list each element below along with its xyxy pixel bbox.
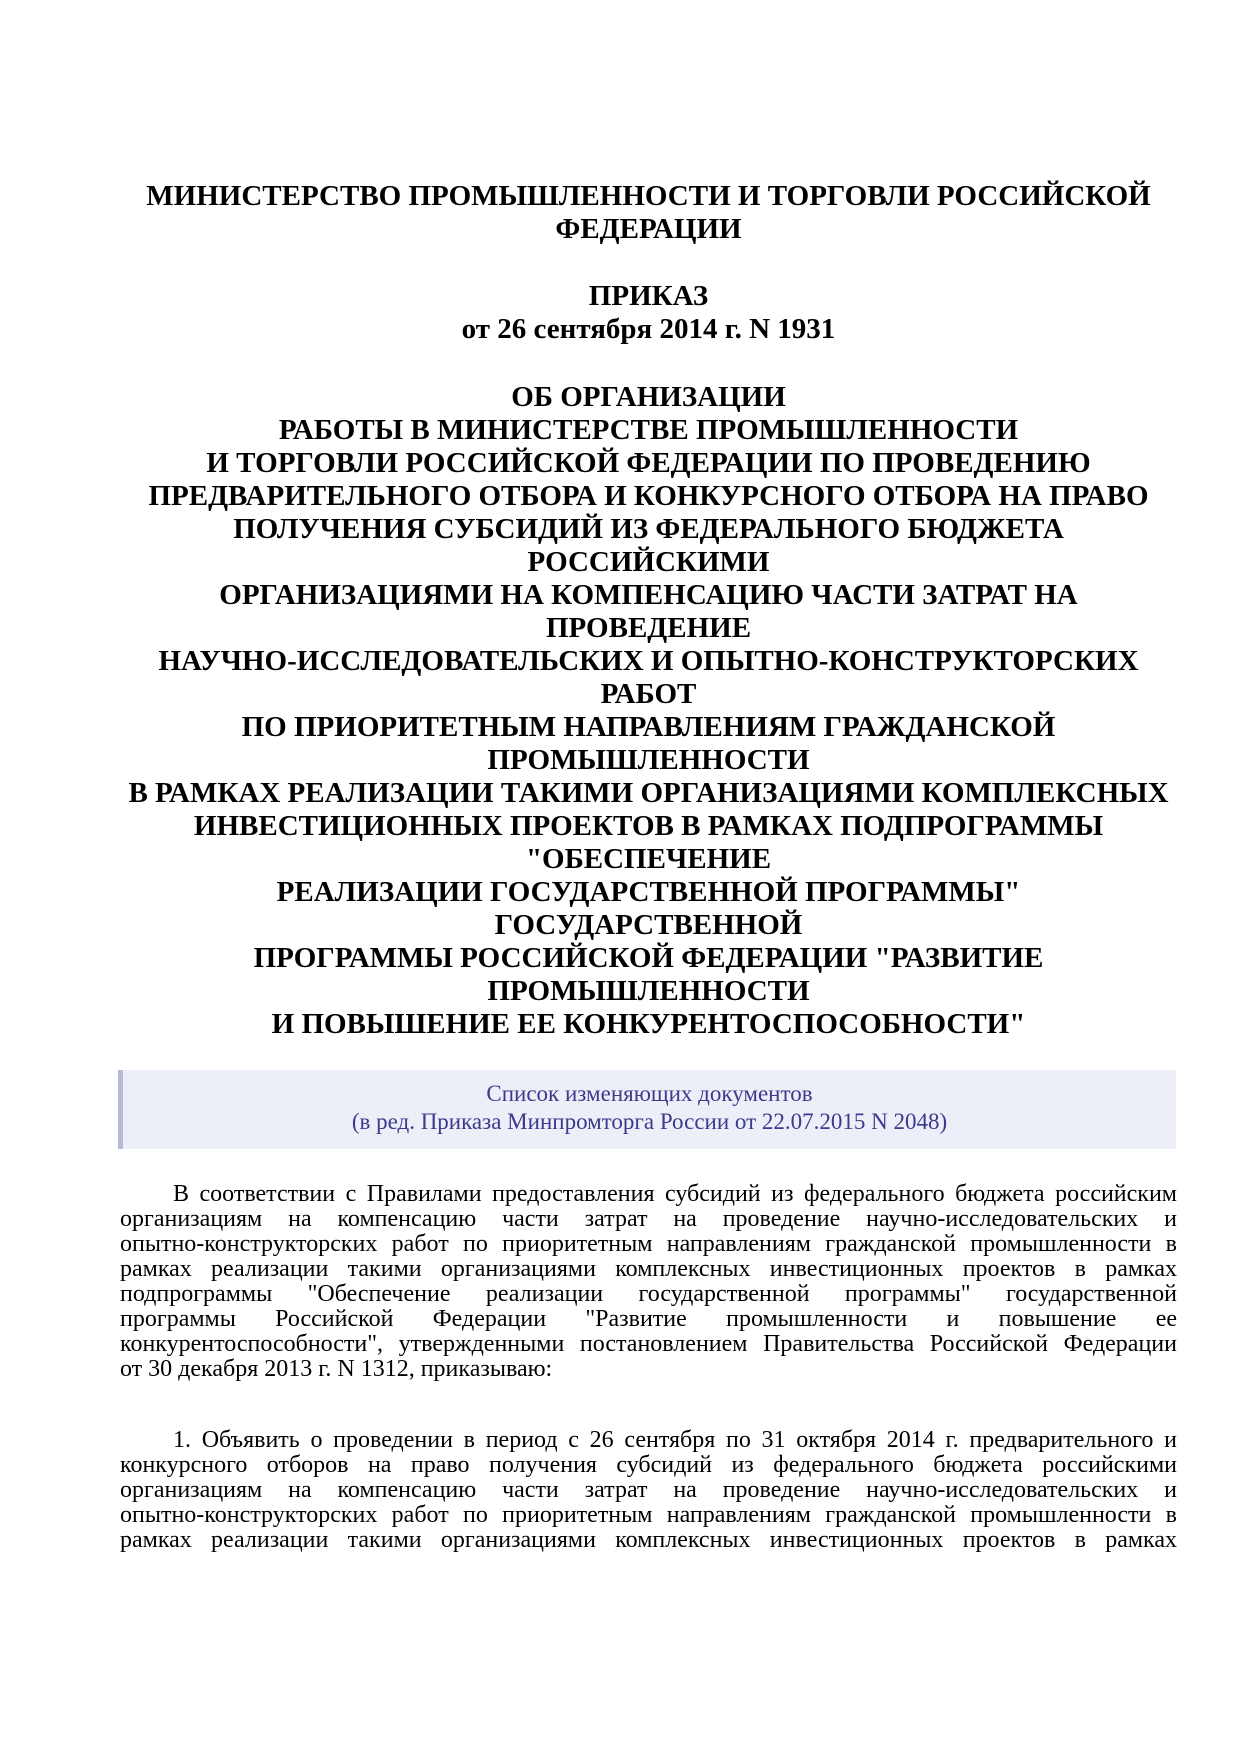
paragraph-line: подпрограммы "Обеспечение реализации государственной программы" государственной [120,1281,1177,1307]
order-title-line: ОБ ОРГАНИЗАЦИИ [511,381,786,413]
order-title [120,381,1177,1041]
revision-notice-box [118,1070,1176,1149]
order-title-line: ГОСУДАРСТВЕННОЙ [494,909,803,941]
revision-notice-heading: Список изменяющих документов [486,1081,813,1106]
paragraph-line: рамках реализации такими организациями комплексных инвестиционных проектов в рамках [120,1256,1177,1282]
order-title-line: НАУЧНО-ИССЛЕДОВАТЕЛЬСКИХ И ОПЫТНО-КОНСТРУКТОРСКИХ [158,645,1139,677]
order-title-line: ИНВЕСТИЦИОННЫХ ПРОЕКТОВ В РАМКАХ ПОДПРОГРАММЫ [193,810,1104,842]
preamble-paragraph [120,1182,1177,1382]
order-title-line: ПРЕДВАРИТЕЛЬНОГО ОТБОРА И КОНКУРСНОГО ОТБОРА НА ПРАВО [148,480,1149,512]
order-title-line: РАБОТ [600,678,697,710]
paragraph-line: рамках реализации такими организациями комплексных инвестиционных проектов в рамках [120,1527,1177,1553]
ministry-name-line: МИНИСТЕРСТВО ПРОМЫШЛЕННОСТИ И ТОРГОВЛИ РОССИЙСКОЙ [146,180,1151,212]
order-title-line: И ПОВЫШЕНИЕ ЕЕ КОНКУРЕНТОСПОСОБНОСТИ" [271,1008,1026,1040]
ministry-name-line: ФЕДЕРАЦИИ [555,213,742,245]
order-title-line: ПО ПРИОРИТЕТНЫМ НАПРАВЛЕНИЯМ ГРАЖДАНСКОЙ [241,711,1056,743]
order-title-line: ПОЛУЧЕНИЯ СУБСИДИЙ ИЗ ФЕДЕРАЛЬНОГО БЮДЖЕТА [233,513,1064,545]
paragraph-line: В соответствии с Правилами предоставления субсидий из федерального бюджета российским [173,1181,1177,1207]
order-type: ПРИКАЗ [588,280,709,312]
order-title-line: РАБОТЫ В МИНИСТЕРСТВЕ ПРОМЫШЛЕННОСТИ [278,414,1019,446]
order-title-line: ОРГАНИЗАЦИЯМИ НА КОМПЕНСАЦИЮ ЧАСТИ ЗАТРАТ НА [219,579,1078,611]
order-title-line: ПРОМЫШЛЕННОСТИ [487,744,810,776]
order-date: от 26 сентября 2014 г. N 1931 [461,313,836,345]
order-title-line: "ОБЕСПЕЧЕНИЕ [525,843,772,875]
paragraph-line: от 30 декабря 2013 г. N 1312, приказываю: [120,1356,553,1382]
paragraph-line: конкурентоспособности", утвержденными постановлением Правительства Российской Федерации [120,1331,1177,1357]
paragraph-line: организациям на компенсацию части затрат на проведение научно-исследовательских и [120,1206,1177,1232]
item-1-paragraph [120,1428,1177,1553]
revision-notice-entry: (в ред. Приказа Минпромторга России от 22.07.2015 N 2048) [351,1109,948,1134]
order-title-line: РОССИЙСКИМИ [527,546,770,578]
order-title-line: РЕАЛИЗАЦИИ ГОСУДАРСТВЕННОЙ ПРОГРАММЫ" [276,876,1021,908]
order-heading [120,280,1177,346]
paragraph-line: программы Российской Федерации "Развитие промышленности и повышение ее [120,1306,1177,1332]
order-title-line: В РАМКАХ РЕАЛИЗАЦИИ ТАКИМИ ОРГАНИЗАЦИЯМИ КОМПЛЕКСНЫХ [128,777,1169,809]
ministry-name [120,180,1177,246]
paragraph-line: конкурсного отборов на право получения субсидий из федерального бюджета российскими [120,1452,1177,1478]
order-title-line: ПРОМЫШЛЕННОСТИ [487,975,810,1007]
paragraph-line: 1. Объявить о проведении в период с 26 сентября по 31 октября 2014 г. предварительного и [173,1427,1177,1453]
order-title-line: И ТОРГОВЛИ РОССИЙСКОЙ ФЕДЕРАЦИИ ПО ПРОВЕДЕНИЮ [206,447,1091,479]
order-title-line: ПРОВЕДЕНИЕ [545,612,752,644]
paragraph-line: опытно-конструкторских работ по приоритетным направлениям гражданской промышленности в [120,1502,1177,1528]
order-title-line: ПРОГРАММЫ РОССИЙСКОЙ ФЕДЕРАЦИИ "РАЗВИТИЕ [253,942,1044,974]
paragraph-line: опытно-конструкторских работ по приоритетным направлениям гражданской промышленности в [120,1231,1177,1257]
paragraph-line: организациям на компенсацию части затрат на проведение научно-исследовательских и [120,1477,1177,1503]
